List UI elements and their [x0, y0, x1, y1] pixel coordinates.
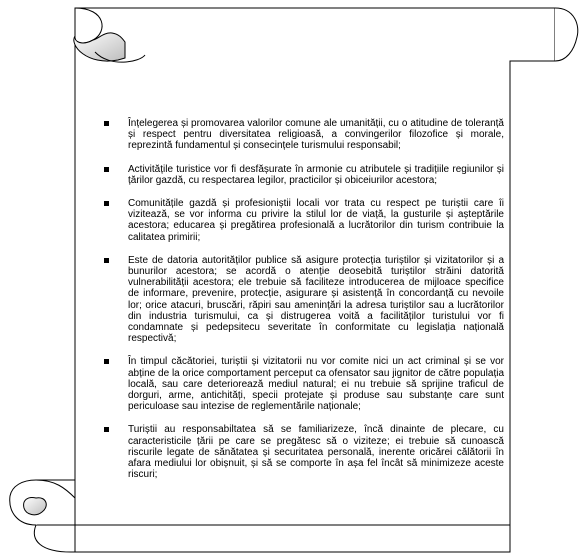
list-item: [96, 164, 504, 186]
square-bullet-icon: [104, 201, 109, 206]
square-bullet-icon: [104, 258, 109, 263]
list-item: [96, 118, 504, 152]
list-item: [96, 198, 504, 243]
list-item-text: Comunitățile gazdă și profesioniștii locali vor trata cu respect pe turiștii care îi vizitează, se vor informa cu privire la stilul lor de viață, la gusturile și așteptările acestora; educarea și pregătirea profesională a lucrătorilor din turism contribuie la calitatea primirii;: [128, 198, 504, 243]
list-item: [96, 424, 504, 480]
list-item: [96, 255, 504, 345]
square-bullet-icon: [104, 359, 109, 364]
square-bullet-icon: [104, 167, 109, 172]
list-item-text: Înțelegerea și promovarea valorilor comune ale umanității, cu o atitudine de toleranță și respect pentru diversitatea religioasă, a convingerilor filozofice și morale, reprezintă fundamentul și consecințele turismului responsabil;: [128, 118, 504, 152]
square-bullet-icon: [104, 121, 109, 126]
list-item-text: Turiștii au responsabiltatea să se familiarizeze, încă dinainte de plecare, cu caracteristicile țării pe care se pregătesc să o viziteze; ei trebuie să cunoască riscurile legate de sănătatea și securitatea personală, inerente oricărei călătorii în afara mediului lor obișnuit, și să se comporte în așa fel încât să minimizeze aceste riscuri;: [128, 424, 504, 481]
list-item-text: Activitățile turistice vor fi desfășurate în armonie cu atributele și tradițiile regiunilor și țărilor gazdă, cu respectarea legilor, practicilor și obiceiurilor acestora;: [128, 163, 504, 186]
scroll-text-area: [96, 118, 504, 492]
top-scroll-roll: [555, 8, 578, 61]
principles-list: [96, 118, 504, 480]
list-item-text: În timpul căcătoriei, turiștii și vizitatorii nu vor comite nici un act criminal și se vor abține de la orice comportament perceput ca ofensator sau jignitor de către populația locală, sau care deteriorează mediul natural; ei nu trebuie să sprijine traficul de dorguri, arme, antichități, specii protejate și produse sau substanțe care sunt periculoase sau intezise de reglementările naționale;: [128, 356, 504, 413]
bottom-roll-base: [34, 525, 75, 552]
list-item: [96, 356, 504, 412]
list-item-text: Este de datoria autorităților publice să asigure protecția turiștilor și vizitatorilor și a bunurilor acestora; se acordă o atenție deosebită turiștilor străini datorită vulnerabilității acestora; ele trebuie să faciliteze introducerea de mijloace specifice de informare, prevenire, protecție, asigurare și asistență în concordanță cu nevoile lor; orice atacuri, bruscări, răpiri sau amenințări la adresa turiștilor sau a lucrătorilor din industria turismului, ca și distrugerea voită a facilităților turistului vor fi condamnate și pedepsitecu severitate în conformitate cu legislația națională respectivă;: [128, 254, 504, 345]
square-bullet-icon: [104, 427, 109, 432]
